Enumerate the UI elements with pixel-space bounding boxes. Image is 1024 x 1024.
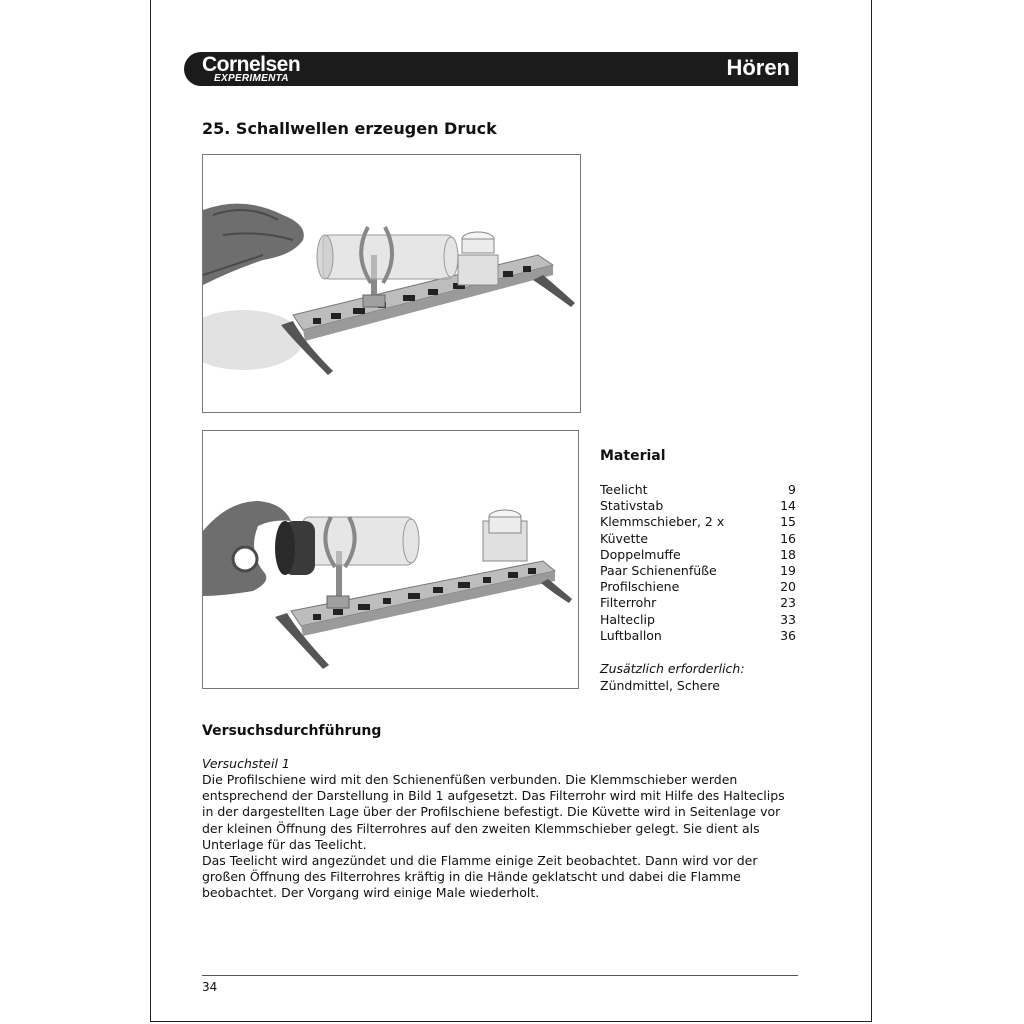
procedure-paragraph: Die Profilschiene wird mit den Schienenfüßen verbunden. Die Klemmschieber werden entsprechend der Darstellung in Bild 1 aufgesetzt. Das Filterrohr wird mit Hilfe des Halteclips in der dargestellten Lage über der Profilschiene befestigt. Die Küvette wird in Seitenlage vor der kleinen Öffnung des Filterrohres auf den zweiten Klemmschieber gelegt. Sie dient als Unterlage für das Teelicht. <box>202 772 785 852</box>
material-item-number: 33 <box>780 611 796 627</box>
material-item-name: Luftballon <box>600 627 662 643</box>
additional-label: Zusätzlich erforderlich: <box>600 661 745 676</box>
page-number: 34 <box>202 980 218 994</box>
experiment-illustration-1 <box>203 155 581 413</box>
page-title: 25. Schallwellen erzeugen Druck <box>202 119 497 138</box>
footer-divider <box>202 975 798 976</box>
material-item-number: 15 <box>780 514 796 530</box>
procedure-paragraph: Das Teelicht wird angezündet und die Flamme einige Zeit beobachtet. Dann wird vor der großen Öffnung des Filterrohres kräftig in die Hände geklatscht und dabei die Flamme beobachtet. Der Vorgang wird einige Male wiederholt. <box>202 853 758 901</box>
material-item-name: Teelicht <box>600 482 648 497</box>
material-item-number: 19 <box>780 563 796 579</box>
procedure-title: Versuchsdurchführung <box>202 723 382 739</box>
experiment-illustration-2 <box>203 431 579 689</box>
material-item <box>600 579 796 595</box>
material-item <box>600 563 796 579</box>
brand-name: Cornelsen <box>202 53 301 76</box>
material-item-number: 9 <box>788 482 796 497</box>
material-item-name: Doppelmuffe <box>600 546 681 562</box>
material-item-name: Klemmschieber, 2 x <box>600 514 725 530</box>
material-item-number: 23 <box>780 595 796 611</box>
material-item-name: Paar Schienenfüße <box>600 563 717 579</box>
material-item-name: Küvette <box>600 530 649 546</box>
material-item-number: 36 <box>780 627 796 643</box>
material-list <box>600 482 796 644</box>
additional-value: Zündmittel, Schere <box>600 678 720 693</box>
section-title: Hören <box>726 55 790 80</box>
experiment-photo-balloon <box>202 430 579 689</box>
procedure-body <box>202 772 800 902</box>
material-item-number: 14 <box>780 498 796 514</box>
material-item-name: Stativstab <box>600 498 664 514</box>
additional-requirements <box>600 660 800 694</box>
material-item-name: Filterrohr <box>600 595 657 611</box>
material-item <box>600 482 796 498</box>
material-item <box>600 514 796 530</box>
material-item <box>600 612 796 628</box>
material-item-name: Profilschiene <box>600 579 680 595</box>
material-item-number: 20 <box>780 579 796 595</box>
material-title: Material <box>600 448 666 464</box>
material-item-name: Halteclip <box>600 611 655 627</box>
material-item-number: 16 <box>780 530 796 546</box>
material-item <box>600 531 796 547</box>
material-item <box>600 595 796 611</box>
brand-subtitle: EXPERIMENTA <box>214 73 289 84</box>
material-item <box>600 628 796 644</box>
material-item-number: 18 <box>780 546 796 562</box>
material-item <box>600 547 796 563</box>
procedure-part: Versuchsteil 1 <box>202 756 290 771</box>
material-item <box>600 498 796 514</box>
experiment-photo-clapping <box>202 154 581 413</box>
